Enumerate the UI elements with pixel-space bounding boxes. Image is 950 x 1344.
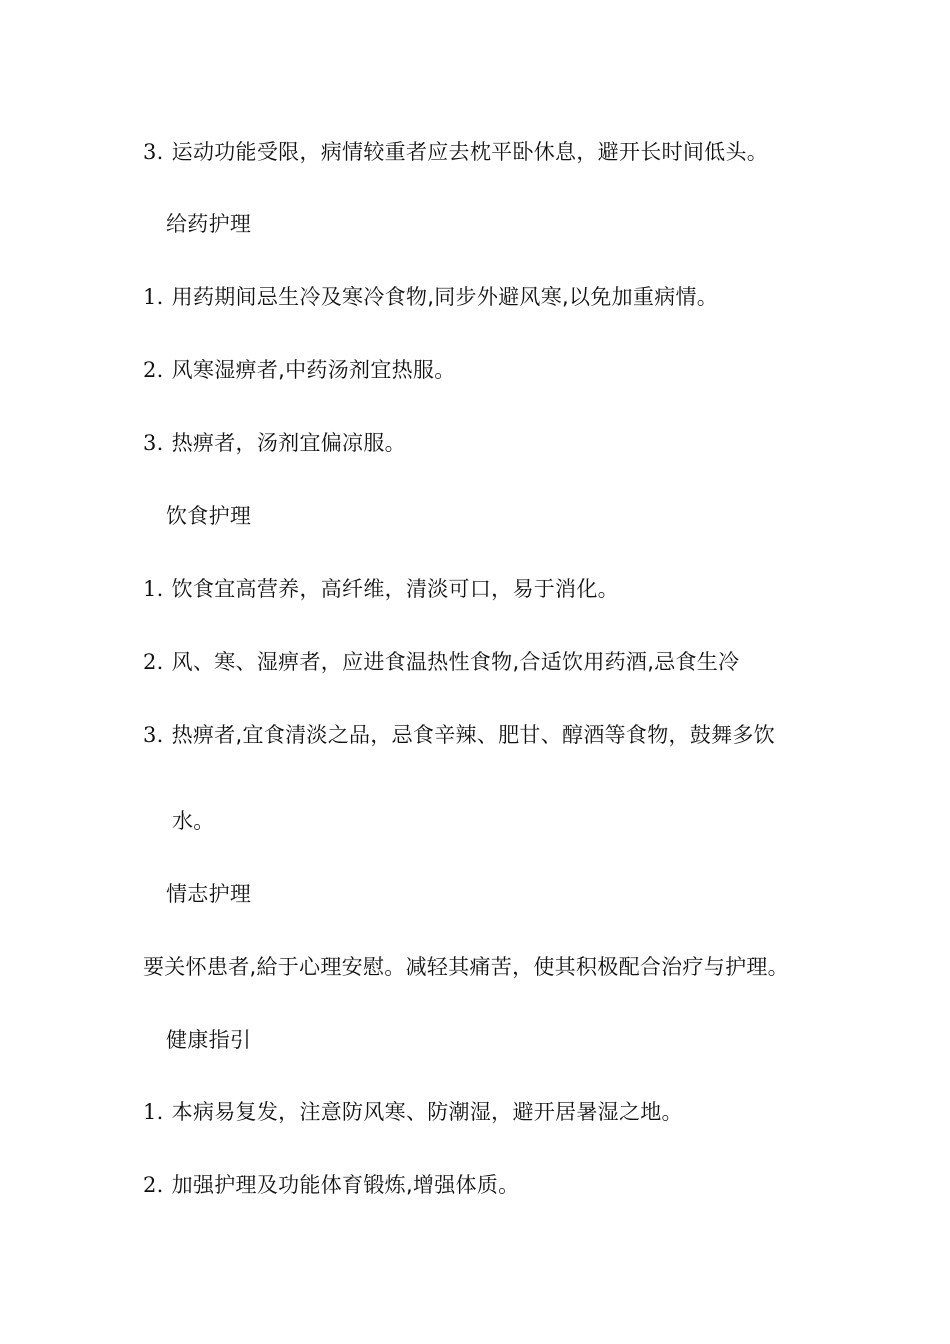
list-text: 热痹者,宜食清淡之品，忌食辛辣、肥甘、醇酒等食物，鼓舞多饮 <box>171 723 776 747</box>
section-heading-diet-care: 饮食护理 <box>166 504 252 528</box>
list-number: 1. <box>143 1100 164 1124</box>
list-item-medication-2 <box>143 356 456 384</box>
list-item-diet-2 <box>143 648 739 676</box>
section-heading-emotional-care: 情志护理 <box>166 882 252 906</box>
section-heading-medication-care: 给药护理 <box>166 212 252 236</box>
list-item-diet-3-continuation: 水。 <box>172 809 215 833</box>
list-number: 3. <box>143 431 164 455</box>
section-heading-health-guidance: 健康指引 <box>166 1028 252 1052</box>
list-text: 加强护理及功能体育锻炼,增强体质。 <box>171 1173 520 1197</box>
list-number: 1. <box>143 285 164 309</box>
list-item-medication-3 <box>143 429 406 457</box>
list-text: 运动功能受限，病情较重者应去枕平卧休息，避开长时间低头。 <box>171 140 769 164</box>
list-number: 3. <box>143 140 164 164</box>
list-text: 风、寒、湿痹者，应进食温热性食物,合适饮用药酒,忌食生冷 <box>171 650 740 674</box>
list-item-health-1 <box>143 1098 683 1126</box>
list-number: 1. <box>143 577 164 601</box>
paragraph-emotional-care: 要关怀患者,給于心理安慰。减轻其痛苦，使其积极配合治疗与护理。 <box>143 955 789 979</box>
list-number: 2. <box>143 1173 164 1197</box>
list-item-diet-1 <box>143 575 619 603</box>
list-text: 热痹者，汤剂宜偏凉服。 <box>171 431 406 455</box>
list-number: 3. <box>143 723 164 747</box>
list-item-health-2 <box>143 1171 519 1199</box>
list-item-medication-1 <box>143 283 718 311</box>
list-number: 2. <box>143 650 164 674</box>
list-text: 饮食宜高营养，高纤维，清淡可口，易于消化。 <box>171 577 619 601</box>
list-item-motor-function <box>143 138 768 166</box>
list-text: 本病易复发，注意防风寒、防潮湿，避开居暑湿之地。 <box>171 1100 683 1124</box>
list-text: 风寒湿痹者,中药汤剂宜热服。 <box>171 358 456 382</box>
list-number: 2. <box>143 358 164 382</box>
list-text: 用药期间忌生冷及寒冷食物,同步外避风寒,以免加重病情。 <box>171 285 719 309</box>
list-item-diet-3 <box>143 721 775 749</box>
